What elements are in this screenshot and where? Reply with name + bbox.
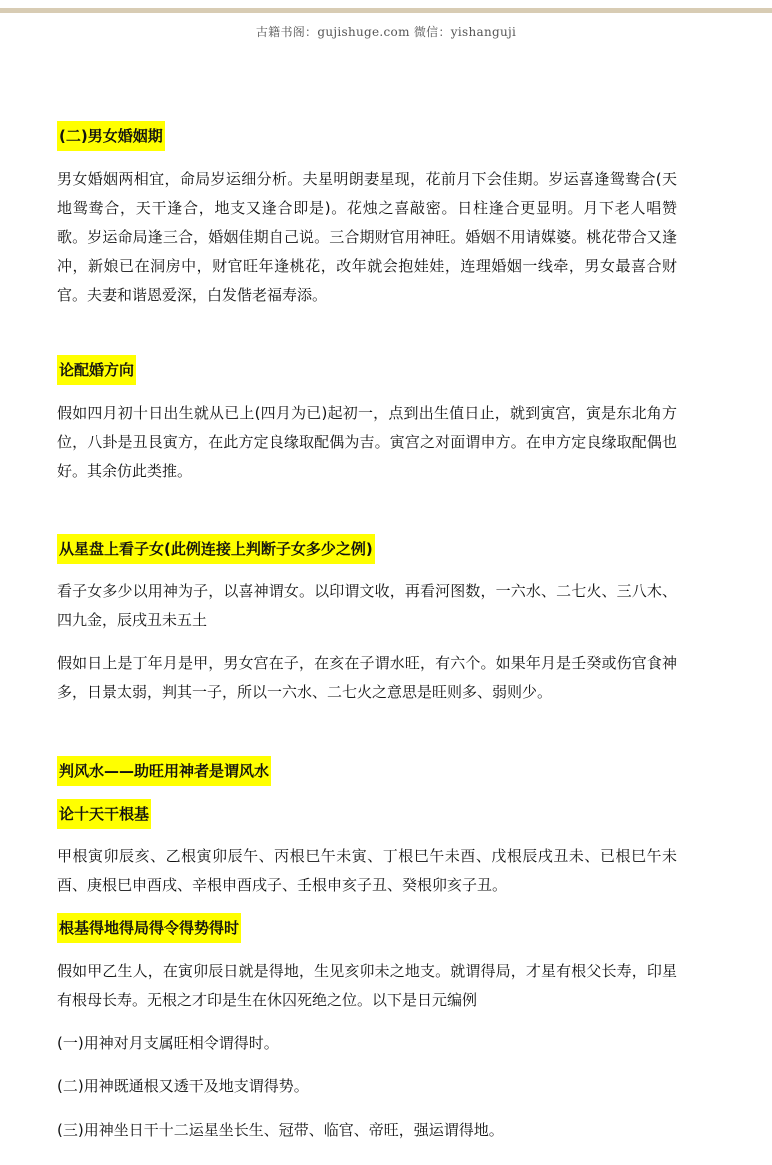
- paragraph-marriage-period: 男女婚姻两相宜，命局岁运细分析。夫星明朗妻星现，花前月下会佳期。岁运喜逢鸳鸯合(天地鸳鸯合，天干逢合，地支又逢合即是)。花烛之喜敲密。日柱逢合更显明。月下老人唱赞歌。岁运命局逢三合，婚姻佳期自己说。三合期财官用神旺。婚姻不用请媒婆。桃花带合又逢冲，新娘已在洞房中，财官旺年逢桃花，改年就会抱娃娃，连理婚姻一线牵，男女最喜合财官。夫妻和谐恩爱深，白发偕老福寿添。: [57, 170, 677, 304]
- section-heading-fengshui: 判风水——助旺用神者是谓风水: [57, 756, 271, 786]
- list-item-condition-2: (二)用神既通根又透干及地支谓得势。: [57, 1077, 309, 1095]
- section-heading-stem-roots: 论十天干根基: [57, 799, 151, 829]
- paragraph-stem-roots: 甲根寅卯辰亥、乙根寅卯辰午、丙根巳午未寅、丁根巳午未酉、戊根辰戌丑未、已根巳午未酉、庚根巳申酉戌、辛根申酉戌子、壬根申亥子丑、癸根卯亥子丑。: [57, 847, 677, 894]
- paragraph-children-2: 假如日上是丁年月是甲，男女宫在子，在亥在子谓水旺，有六个。如果年月是壬癸或伤官食神多，日景太弱，判其一子，所以一六水、二七火之意思是旺则多、弱则少。: [57, 654, 677, 701]
- section-heading-marriage-period: (二)男女婚姻期: [57, 121, 165, 151]
- paragraph-children-1: 看子女多少以用神为子，以喜神谓女。以印谓文收，再看河图数，一六水、二七火、三八木、四九金，辰戌丑未五土: [57, 582, 677, 629]
- list-item-condition-3: (三)用神坐日干十二运星坐长生、冠带、临官、帝旺，强运谓得地。: [57, 1121, 504, 1139]
- section-heading-children: 从星盘上看子女(此例连接上判断子女多少之例): [57, 534, 375, 564]
- section-heading-root-conditions: 根基得地得局得令得势得时: [57, 913, 241, 943]
- header-source-note: 古籍书阁：gujishuge.com 微信：yishanguji: [255, 25, 517, 39]
- paragraph-root-conditions: 假如甲乙生人，在寅卯辰日就是得地，生见亥卯未之地支。就谓得局，才星有根父长寿，印星有根母长寿。无根之才印是生在休囚死绝之位。以下是日元编例: [57, 962, 677, 1009]
- section-heading-marriage-direction: 论配婚方向: [57, 355, 136, 385]
- paragraph-marriage-direction: 假如四月初十日出生就从已上(四月为已)起初一，点到出生值日止，就到寅宫，寅是东北角方位，八卦是丑艮寅方，在此方定良缘取配偶为吉。寅宫之对面谓申方。在申方定良缘取配偶也好。其余仿此类推。: [57, 404, 677, 480]
- list-item-condition-1: (一)用神对月支属旺相令谓得时。: [57, 1034, 279, 1052]
- top-border-rule: [0, 8, 772, 13]
